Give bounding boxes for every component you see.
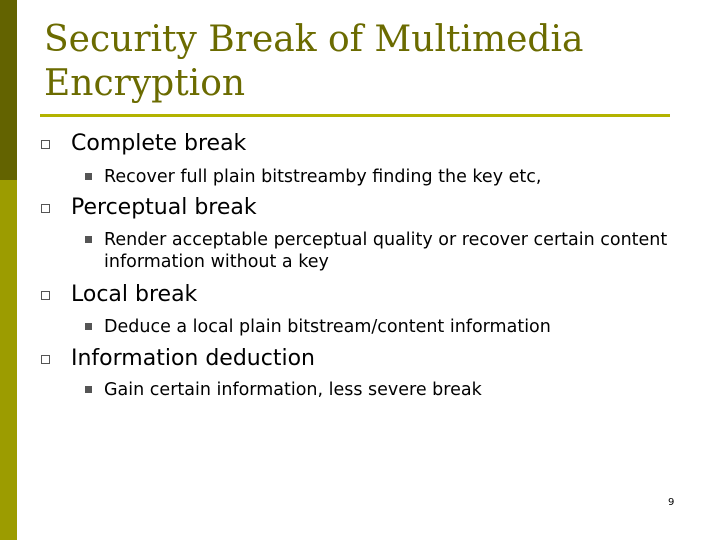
sub-bullet-deduce-local: Deduce a local plain bitstream/content information (104, 317, 551, 337)
bullet-perceptual-break: Perceptual break (71, 195, 257, 220)
title-underline (40, 114, 670, 117)
filled-square-bullet-icon (85, 386, 92, 393)
hollow-square-bullet-icon (41, 140, 50, 149)
sub-bullet-gain-certain: Gain certain information, less severe break (104, 380, 482, 400)
hollow-square-bullet-icon (41, 204, 50, 213)
hollow-square-bullet-icon (41, 291, 50, 300)
sidebar-accent-dark (0, 0, 17, 180)
slide-title: Security Break of Multimedia Encryption (44, 19, 584, 104)
bullet-local-break: Local break (71, 282, 198, 307)
sub-bullet-recover-full: Recover full plain bitstreamby finding the key etc, (104, 167, 542, 187)
bullet-information-deduction: Information deduction (71, 346, 315, 371)
sub-bullet-render-acceptable: Render acceptable perceptual quality or recover certain content information without a key (104, 230, 668, 272)
filled-square-bullet-icon (85, 173, 92, 180)
hollow-square-bullet-icon (41, 355, 50, 364)
bullet-complete-break: Complete break (71, 131, 247, 156)
filled-square-bullet-icon (85, 236, 92, 243)
filled-square-bullet-icon (85, 323, 92, 330)
page-number: 9 (668, 497, 675, 508)
